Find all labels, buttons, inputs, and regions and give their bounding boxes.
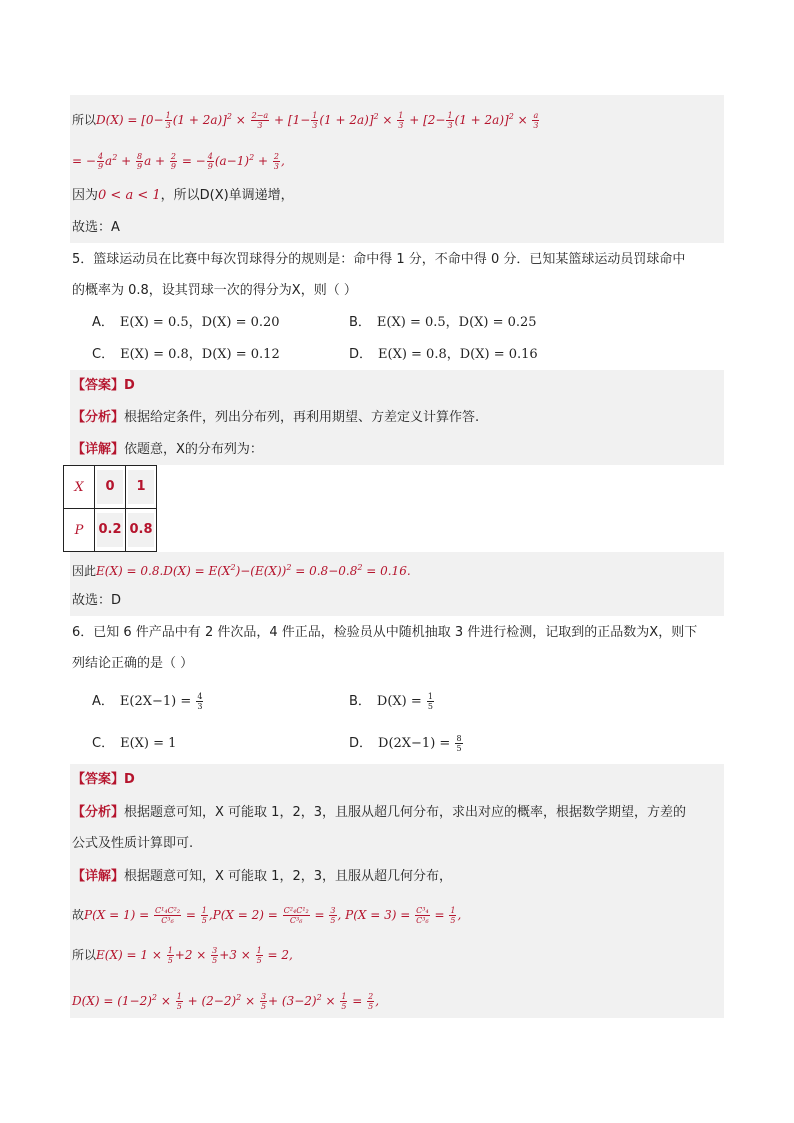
q5-stem-line2: 的概率为 0.8，设其罚球一次的得分为X，则（ ） [72,283,357,298]
q6-option-c: C． E(X) = 1 [92,736,177,751]
q6-option-a: A． E(2X−1) = $\frac{4}{3}$ [92,692,203,711]
q5-option-a: A． E(X) = 0.5，D(X) = 0.20 [92,315,280,330]
table-cell: 0.8 [126,509,157,552]
q5-option-b: B． E(X) = 0.5，D(X) = 0.25 [349,315,537,330]
q5-answer: 【答案】D [72,378,135,393]
q6-probability-line: 故P(X = 1) = $\frac{\text{C¹₄C²₂}}{\text{C³₆}}$ = $\frac{1}{5}$ ,P(X = 2) = $\frac{\text{C²₄C¹₂}}{\text{C³₆}}$ = $\frac{3}{5}$ , P(X = 3) = $\frac{\text{C³₄}}{\text{C³₆}}$ = $\frac{1}{5}$ , [72,906,462,925]
q4-monotonic-line: 因为0 < a < 1，所以D(X)单调递增， [72,188,294,203]
q6-expectation-line: 所以E(X) = 1 × $\frac{1}{5}$ +2 × $\frac{3}{5}$ +3 × $\frac{1}{5}$ = 2, [72,946,293,965]
table-row [64,466,157,509]
q6-stem-line1: 6．已知 6 件产品中有 2 件次品，4 件正品，检验员从中随机抽取 3 件进行检测，记取到的正品数为X，则下 [72,625,698,640]
table-row [64,509,157,552]
table-cell: X [64,466,95,509]
q5-option-d: D． E(X) = 0.8，D(X) = 0.16 [349,347,538,362]
q6-variance-line: $D(X) = (1-2)^2$ × $\frac{1}{5}$ + $(2-2)^2$ × $\frac{3}{5}$ + $(3-2)^2$ × $\frac{1}{5}$ = $\frac{2}{5}$ , [72,992,380,1011]
q4-variance-line: 所以D(X) = [0− $\frac{1}{3}$ (1 + 2a)]$^2$ × $\frac{2-a}{3}$ + [1− $\frac{1}{3}$ (1 + 2a)]$^2$ × $\frac{1}{3}$ + [2− $\frac{1}{3}$ (1 + 2a)]$^2$ × $\frac{a}{3}$ [72,111,539,130]
q6-answer: 【答案】D [72,772,135,787]
q6-detail: 【详解】根据题意可知，X 可能取 1，2，3，且服从超几何分布， [72,869,452,884]
q4-choose: 故选：A [72,220,120,235]
q6-analysis-line1: 【分析】根据题意可知，X 可能取 1，2，3，且服从超几何分布，求出对应的概率，根据数学期望，方差的 [72,805,686,820]
q6-option-d: D． D(2X−1) = $\frac{8}{5}$ [349,734,462,753]
table-cell: 1 [126,466,157,509]
q5-choose: 故选：D [72,593,122,608]
q5-analysis: 【分析】根据给定条件，列出分布列，再利用期望、方差定义计算作答. [72,410,480,425]
q4-simplify-line: = − $\frac{4}{9}$ $a^2$ + $\frac{8}{9}$ a + $\frac{2}{9}$ = − $\frac{4}{9}$ $(a-1)^2$ + $\frac{2}{3}$ , [72,152,285,171]
q6-stem-line2: 列结论正确的是（ ） [72,656,194,671]
q5-stem-line1: 5．篮球运动员在比赛中每次罚球得分的规则是：命中得 1 分，不命中得 0 分．已知某篮球运动员罚球命中 [72,252,686,267]
table-cell: P [64,509,95,552]
table-cell: 0 [95,466,126,509]
q5-conclusion: 因此$E(X) = 0.8.D(X) = E(X^2)-(E(X))^2 = 0.8-0.8^2 = 0.16$. [72,563,411,578]
q6-option-b: B． D(X) = $\frac{1}{5}$ [349,692,433,711]
q5-option-c: C． E(X) = 0.8，D(X) = 0.12 [92,347,280,362]
q5-distribution-table [63,465,157,552]
table-cell: 0.2 [95,509,126,552]
q6-analysis-line2: 公式及性质计算即可. [72,836,194,851]
q5-detail: 【详解】依题意，X的分布列为： [72,442,263,457]
